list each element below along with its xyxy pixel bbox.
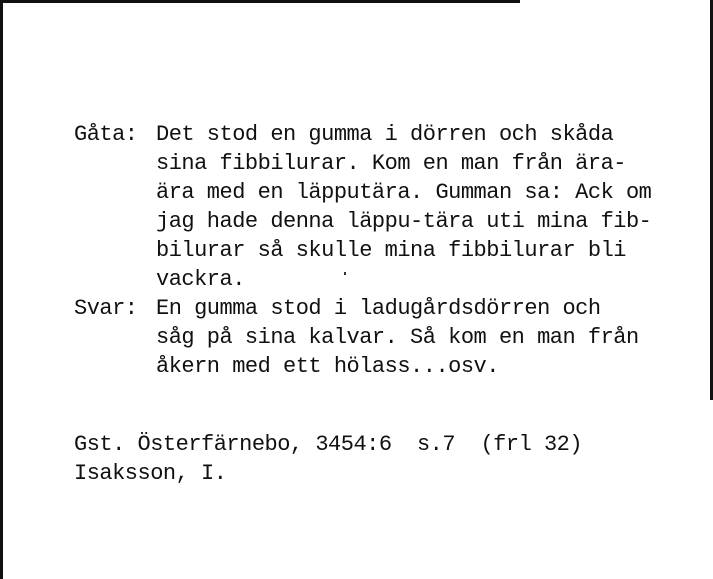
answer-text [156,294,704,381]
riddle-question [74,120,704,294]
answer-line: En gumma stod i ladugårdsdörren och [156,296,601,321]
question-line: jag hade denna läppu-tära uti mina fib- [156,209,652,234]
source-reference: Gst. Österfärnebo, 3454:6 s.7 (frl 32) [74,432,583,457]
source-footer [74,430,582,488]
question-line: bilurar så skulle mina fibbilurar bli [156,238,626,263]
question-line: vackra. [156,267,245,292]
paper-speck [344,272,346,275]
answer-line: såg på sina kalvar. Så kom en man från [156,325,639,350]
card-top-edge [0,0,520,3]
question-line: ära med en läpputära. Gumman sa: Ack om [156,180,652,205]
index-card-text [74,120,704,381]
answer-label: Svar: [74,296,138,321]
question-text [156,120,704,294]
riddle-answer [74,294,704,381]
question-line: Det stod en gumma i dörren och skåda [156,122,614,147]
source-collector: Isaksson, I. [74,461,227,486]
question-label: Gåta: [74,122,138,147]
question-line: sina fibbilurar. Kom en man från ära- [156,151,626,176]
card-left-edge [0,0,3,579]
answer-line: åkern med ett hölass...osv. [156,354,499,379]
